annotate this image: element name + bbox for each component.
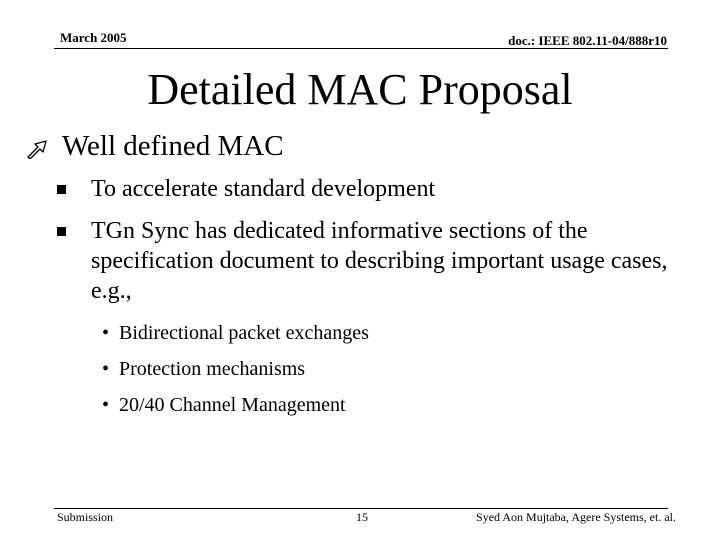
square-bullet — [57, 185, 66, 194]
header-doc-id: doc.: IEEE 802.11-04/888r10 — [508, 33, 667, 48]
footer-page-number: 15 — [356, 510, 368, 524]
dot-bullet: • — [102, 394, 110, 416]
header-date: March 2005 — [60, 30, 127, 45]
sub-bullet-2: TGn Sync has dedicated informative sections of the specification document to describing important usage cases, e.g., — [91, 218, 668, 304]
slide-title: Detailed MAC Proposal — [147, 65, 573, 114]
footer-submission: Submission — [57, 510, 114, 524]
example-item-1: Bidirectional packet exchanges — [119, 322, 369, 344]
dot-bullet: • — [102, 358, 110, 380]
square-bullet — [57, 227, 66, 236]
example-item-3: 20/40 Channel Management — [119, 394, 346, 416]
example-item-2: Protection mechanisms — [119, 358, 306, 380]
bullet-level1-text: Well defined MAC — [62, 130, 284, 162]
outline-arrow-icon — [26, 139, 48, 159]
sub-bullet-1: To accelerate standard development — [91, 176, 436, 202]
header-divider — [54, 48, 668, 49]
footer-divider — [54, 508, 668, 509]
footer-author: Syed Aon Mujtaba, Agere Systems, et. al. — [476, 510, 676, 524]
dot-bullet: • — [102, 322, 110, 344]
